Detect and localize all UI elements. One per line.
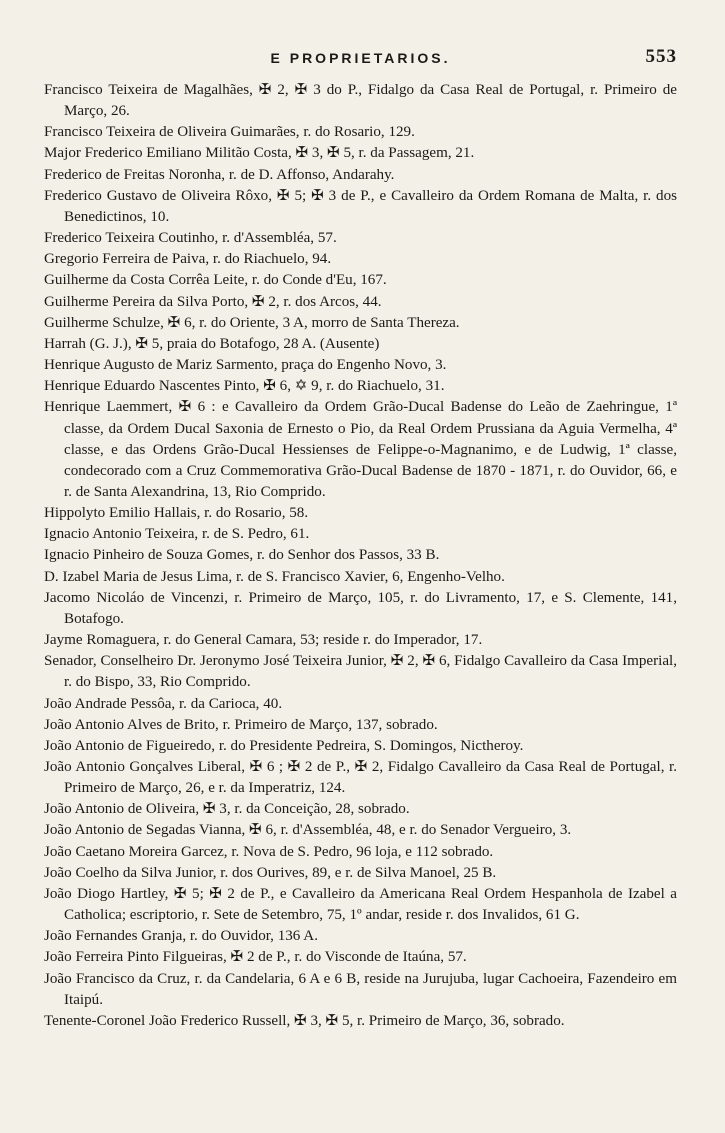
list-item: Henrique Eduardo Nascentes Pinto, ✠ 6, ✡ 9, r. do Riachuelo, 31.: [44, 378, 445, 395]
list-item: João Andrade Pessôa, r. da Carioca, 40.: [44, 695, 283, 712]
page-number: 553: [645, 46, 677, 67]
list-item: João Caetano Moreira Garcez, r. Nova de S. Pedro, 96 loja, e 112 sobrado.: [44, 843, 494, 860]
list-item: Major Frederico Emiliano Militão Costa, ✠ 3, ✠ 5, r. da Passagem, 21.: [44, 145, 475, 162]
list-item: Ignacio Antonio Teixeira, r. de S. Pedro, 61.: [44, 526, 310, 543]
list-item: Guilherme Schulze, ✠ 6, r. do Oriente, 3 A, morro de Santa Thereza.: [44, 314, 460, 331]
running-head: [44, 34, 677, 80]
list-item: João Ferreira Pinto Filgueiras, ✠ 2 de P., r. do Visconde de Itaúna, 57.: [44, 949, 467, 966]
running-title: E PROPRIETARIOS.: [270, 50, 451, 66]
list-item: Gregorio Ferreira de Paiva, r. do Riachuelo, 94.: [44, 251, 332, 268]
list-item: Guilherme da Costa Corrêa Leite, r. do Conde d'Eu, 167.: [44, 272, 387, 289]
list-item: Henrique Laemmert, ✠ 6 : e Cavalleiro da Ordem Grão-Ducal Badense do Leão de Zaehringue, 1ª classe, da Ordem Ducal Saxonia de Ernesto o Pio, da Real Ordem Prussiana da Aguia Vermelha, 4ª classe, e das Ordens Grão-Ducal Hessienses de Felippe-o-Magnanimo, e de Ludwig, 1ª classe, condecorado com a Cruz Commemorativa Grão-Ducal Badense de 1870 - 1871, r. do Ouvidor, 66, e r. de Santa Alexandrina, 13, Rio Comprido.: [44, 399, 677, 500]
list-item: João Antonio Gonçalves Liberal, ✠ 6 ; ✠ 2 de P., ✠ 2, Fidalgo Cavalleiro da Casa Real de Portugal, r. Primeiro de Março, 26, e r. da Imperatriz, 124.: [44, 759, 677, 797]
list-item: João Coelho da Silva Junior, r. dos Ourives, 89, e r. de Silva Manoel, 25 B.: [44, 864, 497, 881]
list-item: João Francisco da Cruz, r. da Candelaria, 6 A e 6 B, reside na Jurujuba, lugar Cachoeira, Fazendeiro em Itaipú.: [44, 970, 677, 1008]
list-item: Harrah (G. J.), ✠ 5, praia do Botafogo, 28 A. (Ausente): [44, 335, 380, 352]
list-item: João Antonio de Segadas Vianna, ✠ 6, r. d'Assembléa, 48, e r. do Senador Vergueiro, 3.: [44, 822, 572, 839]
list-item: João Antonio de Oliveira, ✠ 3, r. da Conceição, 28, sobrado.: [44, 801, 410, 818]
list-item: Tenente-Coronel João Frederico Russell, ✠ 3, ✠ 5, r. Primeiro de Março, 36, sobrado.: [44, 1012, 565, 1029]
list-item: João Diogo Hartley, ✠ 5; ✠ 2 de P., e Cavalleiro da Americana Real Ordem Hespanhola de Izabel a Catholica; escriptorio, r. Sete de Setembro, 75, 1º andar, reside r. dos Invalidos, 61 G.: [44, 885, 677, 924]
list-item: Frederico Gustavo de Oliveira Rôxo, ✠ 5; ✠ 3 de P., e Cavalleiro da Ordem Romana de Malta, r. dos Benedictinos, 10.: [44, 187, 677, 225]
list-item: João Fernandes Granja, r. do Ouvidor, 136 A.: [44, 928, 318, 945]
list-item: D. Izabel Maria de Jesus Lima, r. de S. Francisco Xavier, 6, Engenho-Velho.: [44, 568, 505, 585]
list-item: Guilherme Pereira da Silva Porto, ✠ 2, r. dos Arcos, 44.: [44, 293, 382, 310]
list-item: Jacomo Nicoláo de Vincenzi, r. Primeiro de Março, 105, r. do Livramento, 17, e S. Clemente, 141, Botafogo.: [44, 589, 677, 627]
list-item: Jayme Romaguera, r. do General Camara, 53; reside r. do Imperador, 17.: [44, 632, 483, 649]
list-item: Ignacio Pinheiro de Souza Gomes, r. do Senhor dos Passos, 33 B.: [44, 547, 440, 564]
list-item: Frederico Teixeira Coutinho, r. d'Assembléa, 57.: [44, 230, 337, 247]
list-item: Senador, Conselheiro Dr. Jeronymo José Teixeira Junior, ✠ 2, ✠ 6, Fidalgo Cavalleiro da Casa Imperial, r. do Bispo, 33, Rio Comprido.: [44, 653, 677, 691]
entry-list: [44, 80, 677, 1032]
list-item: Henrique Augusto de Mariz Sarmento, praça do Engenho Novo, 3.: [44, 357, 447, 374]
list-item: Frederico de Freitas Noronha, r. de D. Affonso, Andarahy.: [44, 166, 395, 183]
list-item: Francisco Teixeira de Magalhães, ✠ 2, ✠ 3 do P., Fidalgo da Casa Real de Portugal, r. Primeiro de Março, 26.: [44, 82, 677, 120]
list-item: Hippolyto Emilio Hallais, r. do Rosario, 58.: [44, 505, 309, 522]
list-item: João Antonio de Figueiredo, r. do Presidente Pedreira, S. Domingos, Nictheroy.: [44, 737, 524, 754]
list-item: João Antonio Alves de Brito, r. Primeiro de Março, 137, sobrado.: [44, 716, 438, 733]
list-item: Francisco Teixeira de Oliveira Guimarães, r. do Rosario, 129.: [44, 124, 415, 141]
